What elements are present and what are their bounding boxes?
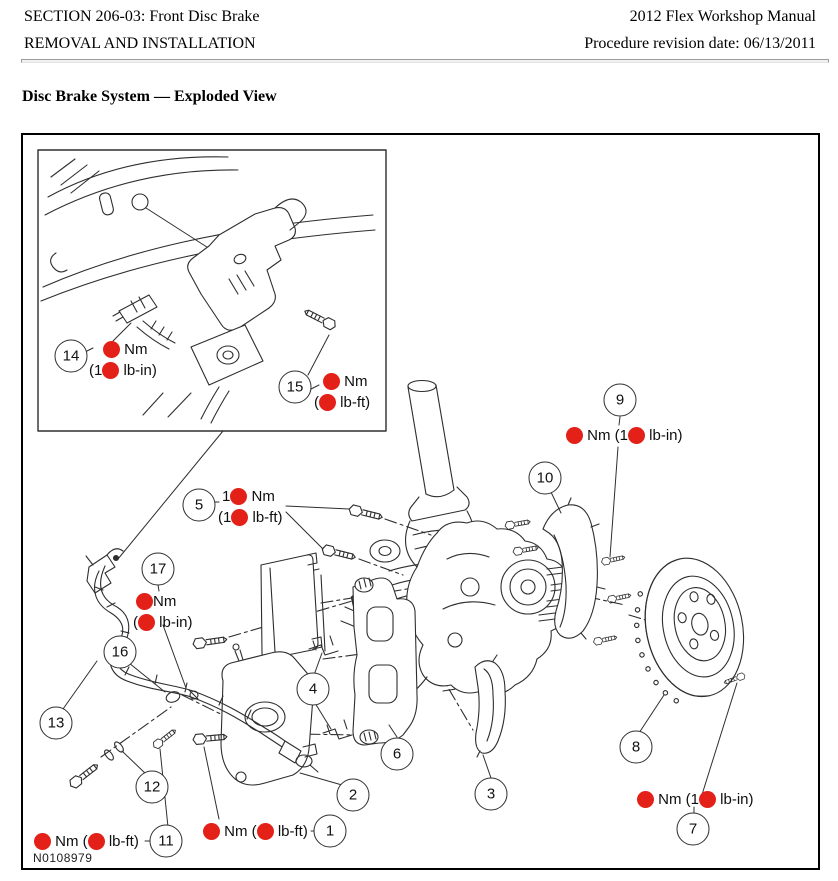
callout-balloon-7: 7 <box>677 813 710 846</box>
redaction-dot-icon <box>203 823 220 840</box>
callout-balloon-2: 2 <box>337 779 370 812</box>
torque-text: Nm <box>120 341 148 358</box>
redaction-dot-icon <box>88 833 105 850</box>
torque-text: Nm <box>340 373 368 390</box>
torque-label-15 <box>314 371 370 413</box>
redaction-dot-icon <box>103 341 120 358</box>
section-line1: SECTION 206-03: Front Disc Brake <box>24 8 260 25</box>
torque-text: (1 <box>218 509 232 526</box>
header-divider <box>21 59 829 63</box>
figure-watermark: N0108979 <box>33 851 93 865</box>
torque-text: ( <box>314 394 319 411</box>
redaction-dot-icon <box>637 791 654 808</box>
torque-text: Nm (1 <box>583 427 628 444</box>
torque-text: lb-in) <box>716 791 754 808</box>
callout-balloon-15: 15 <box>279 371 312 404</box>
redaction-dot-icon <box>136 593 153 610</box>
callout-balloon-16: 16 <box>104 636 137 669</box>
header-right <box>584 3 816 57</box>
inset-leader-dot <box>114 556 119 561</box>
torque-text: ( <box>133 614 138 631</box>
redaction-dot-icon <box>230 488 247 505</box>
callout-balloon-1: 1 <box>314 815 347 848</box>
callout-balloon-14: 14 <box>55 340 88 373</box>
manual-title: 2012 Flex Workshop Manual <box>629 8 816 25</box>
torque-label-1 <box>203 821 308 842</box>
callout-balloon-13: 13 <box>40 707 73 740</box>
callout-balloon-8: 8 <box>620 731 653 764</box>
caliper-anchor-bracket <box>353 578 417 745</box>
torque-text: Nm <box>247 488 275 505</box>
torque-text: lb-ft) <box>104 833 139 850</box>
redaction-dot-icon <box>628 427 645 444</box>
redaction-dot-icon <box>319 394 336 411</box>
torque-text: lb-in) <box>119 362 157 379</box>
exploded-view-art <box>23 135 818 868</box>
redaction-dot-icon <box>34 833 51 850</box>
redaction-dot-icon <box>231 509 248 526</box>
redaction-dot-icon <box>102 362 119 379</box>
revision-date: Procedure revision date: 06/13/2011 <box>584 35 816 52</box>
torque-text: lb-in) <box>155 614 193 631</box>
callout-balloon-4: 4 <box>297 673 330 706</box>
callout-balloon-11: 11 <box>150 825 183 858</box>
torque-text: lb-ft) <box>273 823 308 840</box>
redaction-dot-icon <box>323 373 340 390</box>
torque-text: Nm <box>153 593 177 610</box>
torque-label-7 <box>637 789 754 810</box>
torque-text: lb-ft) <box>248 509 283 526</box>
torque-label-17 <box>133 591 193 633</box>
torque-text: Nm ( <box>51 833 88 850</box>
figure-box <box>21 133 820 870</box>
shield-gasket <box>475 655 505 757</box>
redaction-dot-icon <box>566 427 583 444</box>
torque-label-11 <box>34 831 139 852</box>
header-left <box>24 3 260 57</box>
section-line2: REMOVAL AND INSTALLATION <box>24 35 256 52</box>
callout-balloon-6: 6 <box>381 738 414 771</box>
callout-balloon-9: 9 <box>604 384 637 417</box>
callout-balloon-17: 17 <box>142 553 175 586</box>
torque-label-5 <box>218 486 283 528</box>
callout-balloon-3: 3 <box>475 778 508 811</box>
torque-text: (1 <box>89 362 103 379</box>
torque-text: lb-ft) <box>336 394 371 411</box>
torque-label-9 <box>566 425 683 446</box>
redaction-dot-icon <box>699 791 716 808</box>
page-header <box>24 3 816 57</box>
redaction-dot-icon <box>138 614 155 631</box>
brake-rotor <box>621 549 756 709</box>
redaction-dot-icon <box>257 823 274 840</box>
figure-title: Disc Brake System — Exploded View <box>22 88 277 105</box>
torque-text: lb-in) <box>645 427 683 444</box>
torque-text: Nm (1 <box>654 791 699 808</box>
torque-text: 1 <box>222 488 231 505</box>
callout-balloon-12: 12 <box>136 771 169 804</box>
callout-balloon-5: 5 <box>183 489 216 522</box>
torque-text: Nm ( <box>220 823 257 840</box>
torque-label-14 <box>89 339 157 381</box>
callout-balloon-10: 10 <box>529 462 562 495</box>
